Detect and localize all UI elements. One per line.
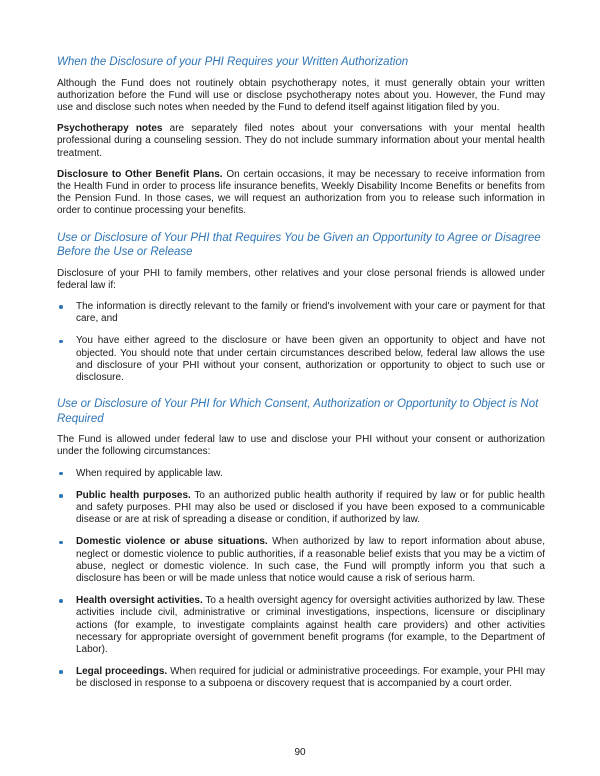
paragraph-text: are separately filed notes about your conversations with your mental health professional during a counseling session. They do not include summary information about your mental health treatment. — [57, 123, 545, 159]
bullet-list-agree-conditions — [57, 301, 545, 384]
paragraph-disclosure-other-benefit-plans — [57, 169, 545, 218]
bullet-text: When authorized by law to report information about abuse, neglect or domestic violence to public authorities, if a reasonable belief exists that you may be a victim of abuse, neglect or domestic violence. In such case, the Fund will promptly inform you that such a disclosure has been or will be made unless that notice would cause a risk of serious harm. — [76, 536, 546, 584]
bullet-lead-bold: Health oversight activities. — [76, 595, 203, 607]
bullet-text: You have either agreed to the disclosure or have been given an opportunity to object and have not objected. You should note that under certain circumstances described below, federal law allows the use and disclosure of your PHI without your consent, authorization or opportunity to object to such use or disclosure. — [76, 335, 545, 383]
page-number: 90 — [294, 747, 306, 758]
paragraph-text: On certain occasions, it may be necessary to receive information from the Health Fund in order to process life insurance benefits, Weekly Disability Income Benefits or benefits from the Pension Fund. In those cases, we will request an authorization from you to release such information in order to continue processing your benefits. — [57, 168, 545, 217]
list-item — [57, 490, 545, 527]
bullet-text: When required by applicable law. — [76, 467, 223, 479]
bullet-lead-bold: Public health purposes. — [76, 489, 191, 501]
list-item — [57, 468, 545, 480]
paragraph-lead-bold: Psychotherapy notes — [57, 123, 163, 135]
list-item — [57, 301, 545, 325]
bullet-text: When required for judicial or administrative proceedings. For example, your PHI may be disclosed in response to a subpoena or discovery request that is accompanied by a court order. — [76, 666, 545, 690]
bullet-list-no-consent-circumstances — [57, 468, 545, 691]
section-heading-written-authorization: When the Disclosure of your PHI Requires your Written Authorization — [57, 56, 409, 68]
bullet-text: To an authorized public health authority if required by law or for public health and safety purposes. PHI may also be used or disclosed if you have been exposed to a communicable disease or are at risk of spreading a disease or condition, if authorized by law. — [76, 489, 545, 526]
bullet-text: To a health oversight agency for oversight activities authorized by law. These activities include civil, administrative or criminal investigations, inspections, licensure or disciplinary actions (for example, to investigate complaints against health care providers) and other activities necessary for appropriate oversight of government benefit programs (for example, to the Department of Labor). — [76, 595, 545, 655]
section-heading-opportunity-to-agree: Use or Disclosure of Your PHI that Requires You be Given an Opportunity to Agree or Disagree Before the Use or Release — [57, 231, 541, 259]
paragraph-family-disclosure-intro: Disclosure of your PHI to family members, other relatives and your close personal friends is allowed under federal law if: — [57, 267, 545, 291]
list-item — [57, 595, 545, 656]
bullet-lead-bold: Domestic violence or abuse situations. — [76, 536, 268, 548]
bullet-lead-bold: Legal proceedings. — [76, 666, 168, 678]
section-heading-consent-not-required: Use or Disclosure of Your PHI for Which Consent, Authorization or Opportunity to Object is Not Required — [57, 398, 539, 425]
paragraph-psychotherapy-notes-definition — [57, 123, 545, 160]
paragraph-no-consent-intro: The Fund is allowed under federal law to use and disclose your PHI without your consent or authorization under the following circumstances: — [57, 434, 545, 458]
paragraph-lead-bold: Disclosure to Other Benefit Plans. — [57, 168, 223, 180]
list-item — [57, 536, 545, 585]
paragraph-psychotherapy-authorization: Although the Fund does not routinely obtain psychotherapy notes, it must generally obtain your written authorization before the Fund will use or disclose psychotherapy notes about you. However, the Fund may use and disclose such notes when needed by the Fund to defend itself against litigation filed by you. — [57, 77, 545, 113]
list-item — [57, 335, 545, 384]
list-item — [57, 666, 545, 690]
bullet-text: The information is directly relevant to the family or friend's involvement with your care or payment for that care, and — [76, 300, 545, 325]
